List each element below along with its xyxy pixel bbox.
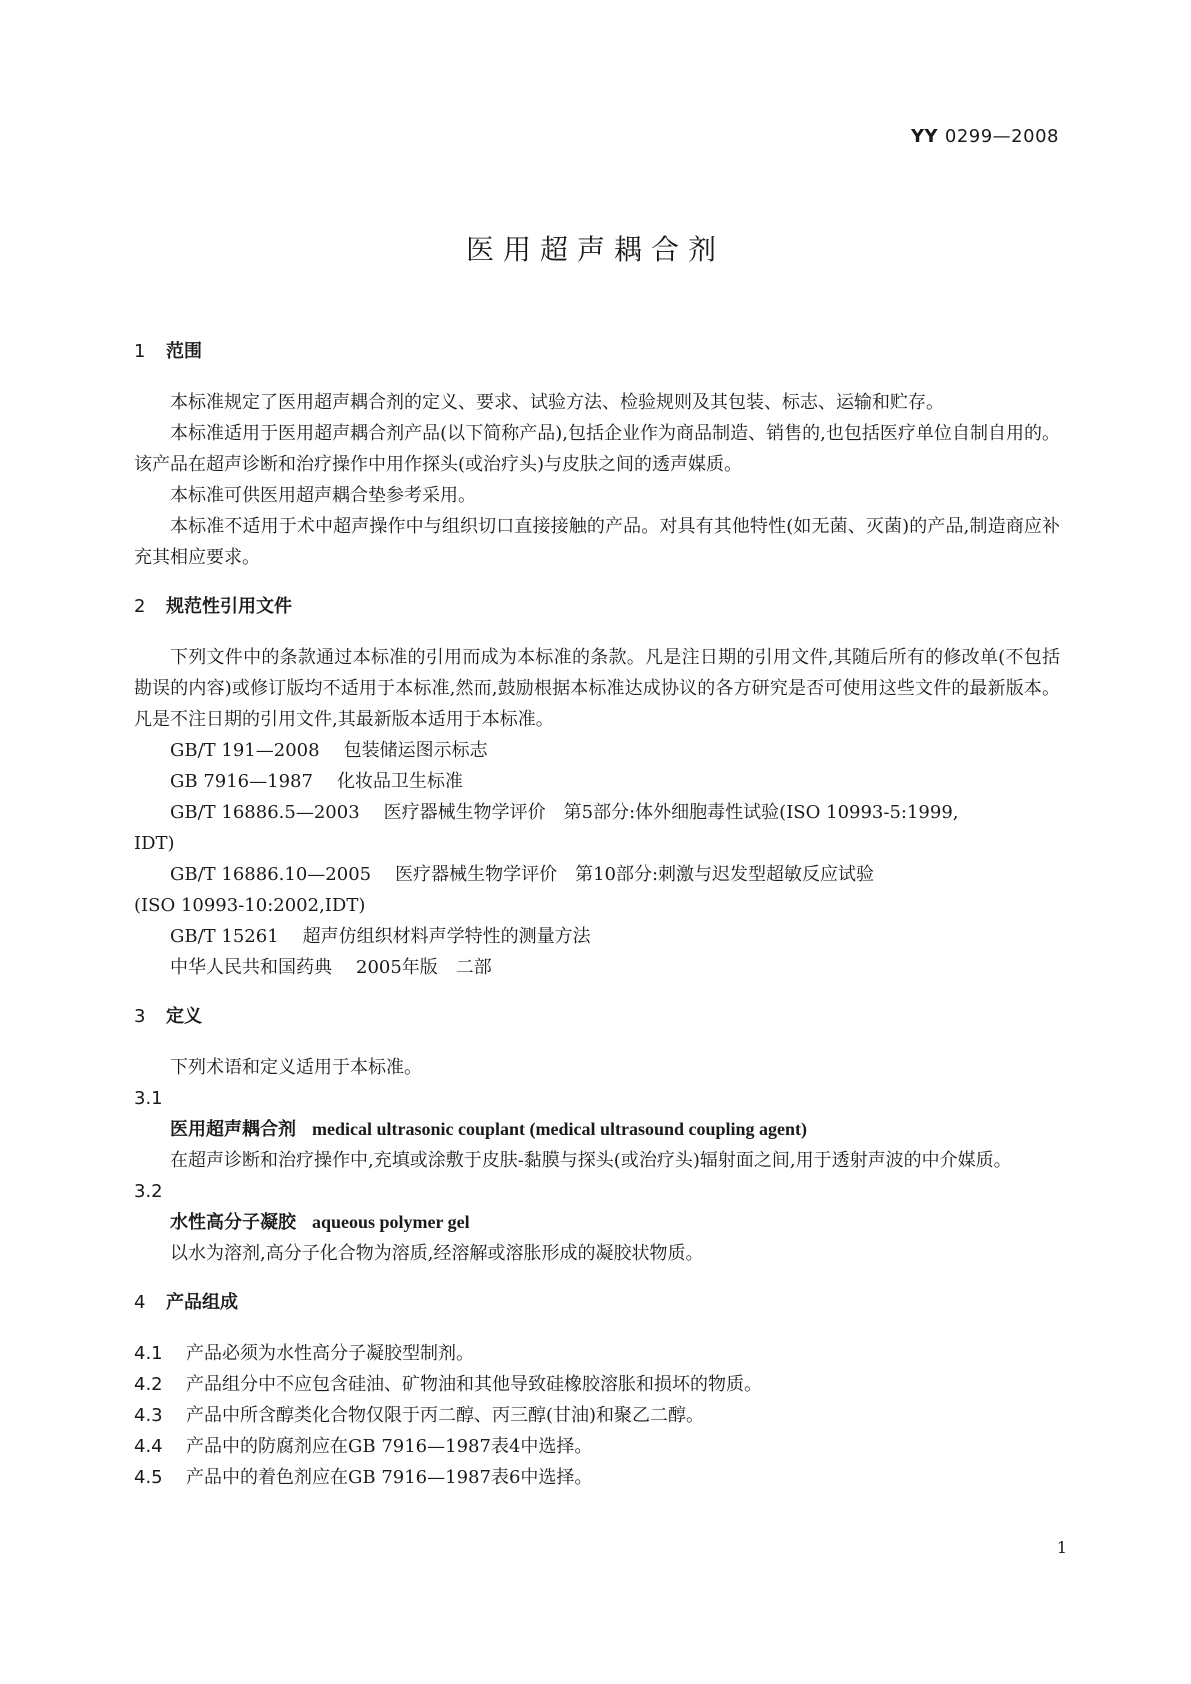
term-zh: 医用超声耦合剂 [170,1119,296,1140]
section-title: 产品组成 [166,1292,238,1313]
section-heading-3 [134,1001,1060,1032]
list-item [134,1400,1060,1431]
term-zh: 水性高分子凝胶 [170,1212,296,1233]
reference-item [134,952,1060,983]
reference-title: 2005年版 二部 [356,957,492,978]
paragraph: 本标准不适用于术中超声操作中与组织切口直接接触的产品。对具有其他特性(如无菌、灭菌)的产品,制造商应补充其相应要求。 [134,516,1060,568]
reference-code: GB/T 15261 [170,926,279,947]
document-body [134,336,1060,1493]
term-definition: 以水为溶剂,高分子化合物为溶质,经溶解或溶胀形成的凝胶状物质。 [170,1243,704,1264]
standard-code: 0299—2008 [944,126,1059,147]
section-number: 2 [134,596,146,617]
reference-code: GB/T 16886.10—2005 [170,864,372,885]
reference-item [134,735,1060,766]
item-text: 产品中的着色剂应在GB 7916—1987表6中选择。 [186,1467,593,1488]
paragraph: 本标准规定了医用超声耦合剂的定义、要求、试验方法、检验规则及其包装、标志、运输和贮存。 [170,392,944,413]
term-entry [134,1207,1060,1238]
item-number: 4.3 [134,1405,163,1426]
item-text: 产品必须为水性高分子凝胶型制剂。 [186,1343,474,1364]
reference-title: 医疗器械生物学评价 第10部分:刺激与迟发型超敏反应试验 [395,864,875,885]
reference-item [134,766,1060,797]
reference-title: 医疗器械生物学评价 第5部分:体外细胞毒性试验(ISO 10993-5:1999, [383,802,959,823]
clause-number: 3.1 [134,1088,163,1109]
term-en: medical ultrasonic couplant (medical ultrasound coupling agent) [312,1119,808,1139]
reference-item [134,859,1060,890]
item-number: 4.4 [134,1436,163,1457]
paragraph: 下列术语和定义适用于本标准。 [170,1057,422,1078]
reference-item [134,921,1060,952]
reference-code: GB/T 16886.5—2003 [170,802,360,823]
section-heading-2 [134,591,1060,622]
list-item [134,1431,1060,1462]
paragraph: 下列文件中的条款通过本标准的引用而成为本标准的条款。凡是注日期的引用文件,其随后所有的修改单(不包括勘误的内容)或修订版均不适用于本标准,然而,鼓励根据本标准达成协议的各方研究是否可使用这些文件的最新版本。凡是不注日期的引用文件,其最新版本适用于本标准。 [134,647,1060,730]
section-title: 范围 [166,341,202,362]
list-item [134,1338,1060,1369]
page-number: 1 [1056,1538,1067,1557]
clause-number: 3.2 [134,1181,163,1202]
reference-title: 包装储运图示标志 [343,740,488,761]
paragraph: 本标准适用于医用超声耦合剂产品(以下简称产品),包括企业作为商品制造、销售的,也包括医疗单位自制自用的。该产品在超声诊断和治疗操作中用作探头(或治疗头)与皮肤之间的透声媒质。 [134,423,1060,475]
section-title: 定义 [166,1006,202,1027]
item-number: 4.1 [134,1343,163,1364]
term-entry [134,1114,1060,1145]
standard-number [911,126,1059,147]
term-definition: 在超声诊断和治疗操作中,充填或涂敷于皮肤-黏膜与探头(或治疗头)辐射面之间,用于透射声波的中介媒质。 [170,1150,1012,1171]
reference-code: GB 7916—1987 [170,771,313,792]
reference-title: 超声仿组织材料声学特性的测量方法 [302,926,591,947]
reference-continuation: (ISO 10993-10:2002,IDT) [134,895,366,916]
section-number: 4 [134,1292,146,1313]
reference-continuation: IDT) [134,833,175,854]
reference-title: 化妆品卫生标准 [336,771,463,792]
document-title: 医用超声耦合剂 [465,233,725,266]
reference-code: GB/T 191—2008 [170,740,320,761]
term-en: aqueous polymer gel [312,1212,470,1232]
section-heading-1 [134,336,1060,367]
item-text: 产品中所含醇类化合物仅限于丙二醇、丙三醇(甘油)和聚乙二醇。 [186,1405,705,1426]
item-number: 4.5 [134,1467,163,1488]
reference-code: 中华人民共和国药典 [170,957,332,978]
paragraph: 本标准可供医用超声耦合垫参考采用。 [170,485,476,506]
item-text: 产品中的防腐剂应在GB 7916—1987表4中选择。 [186,1436,593,1457]
item-number: 4.2 [134,1374,163,1395]
section-number: 3 [134,1006,146,1027]
section-heading-4 [134,1287,1060,1318]
list-item [134,1369,1060,1400]
list-item [134,1462,1060,1493]
section-title: 规范性引用文件 [166,596,292,617]
item-text: 产品组分中不应包含硅油、矿物油和其他导致硅橡胶溶胀和损坏的物质。 [186,1374,762,1395]
reference-item [134,797,1060,828]
standard-prefix: YY [911,126,939,147]
section-number: 1 [134,341,146,362]
